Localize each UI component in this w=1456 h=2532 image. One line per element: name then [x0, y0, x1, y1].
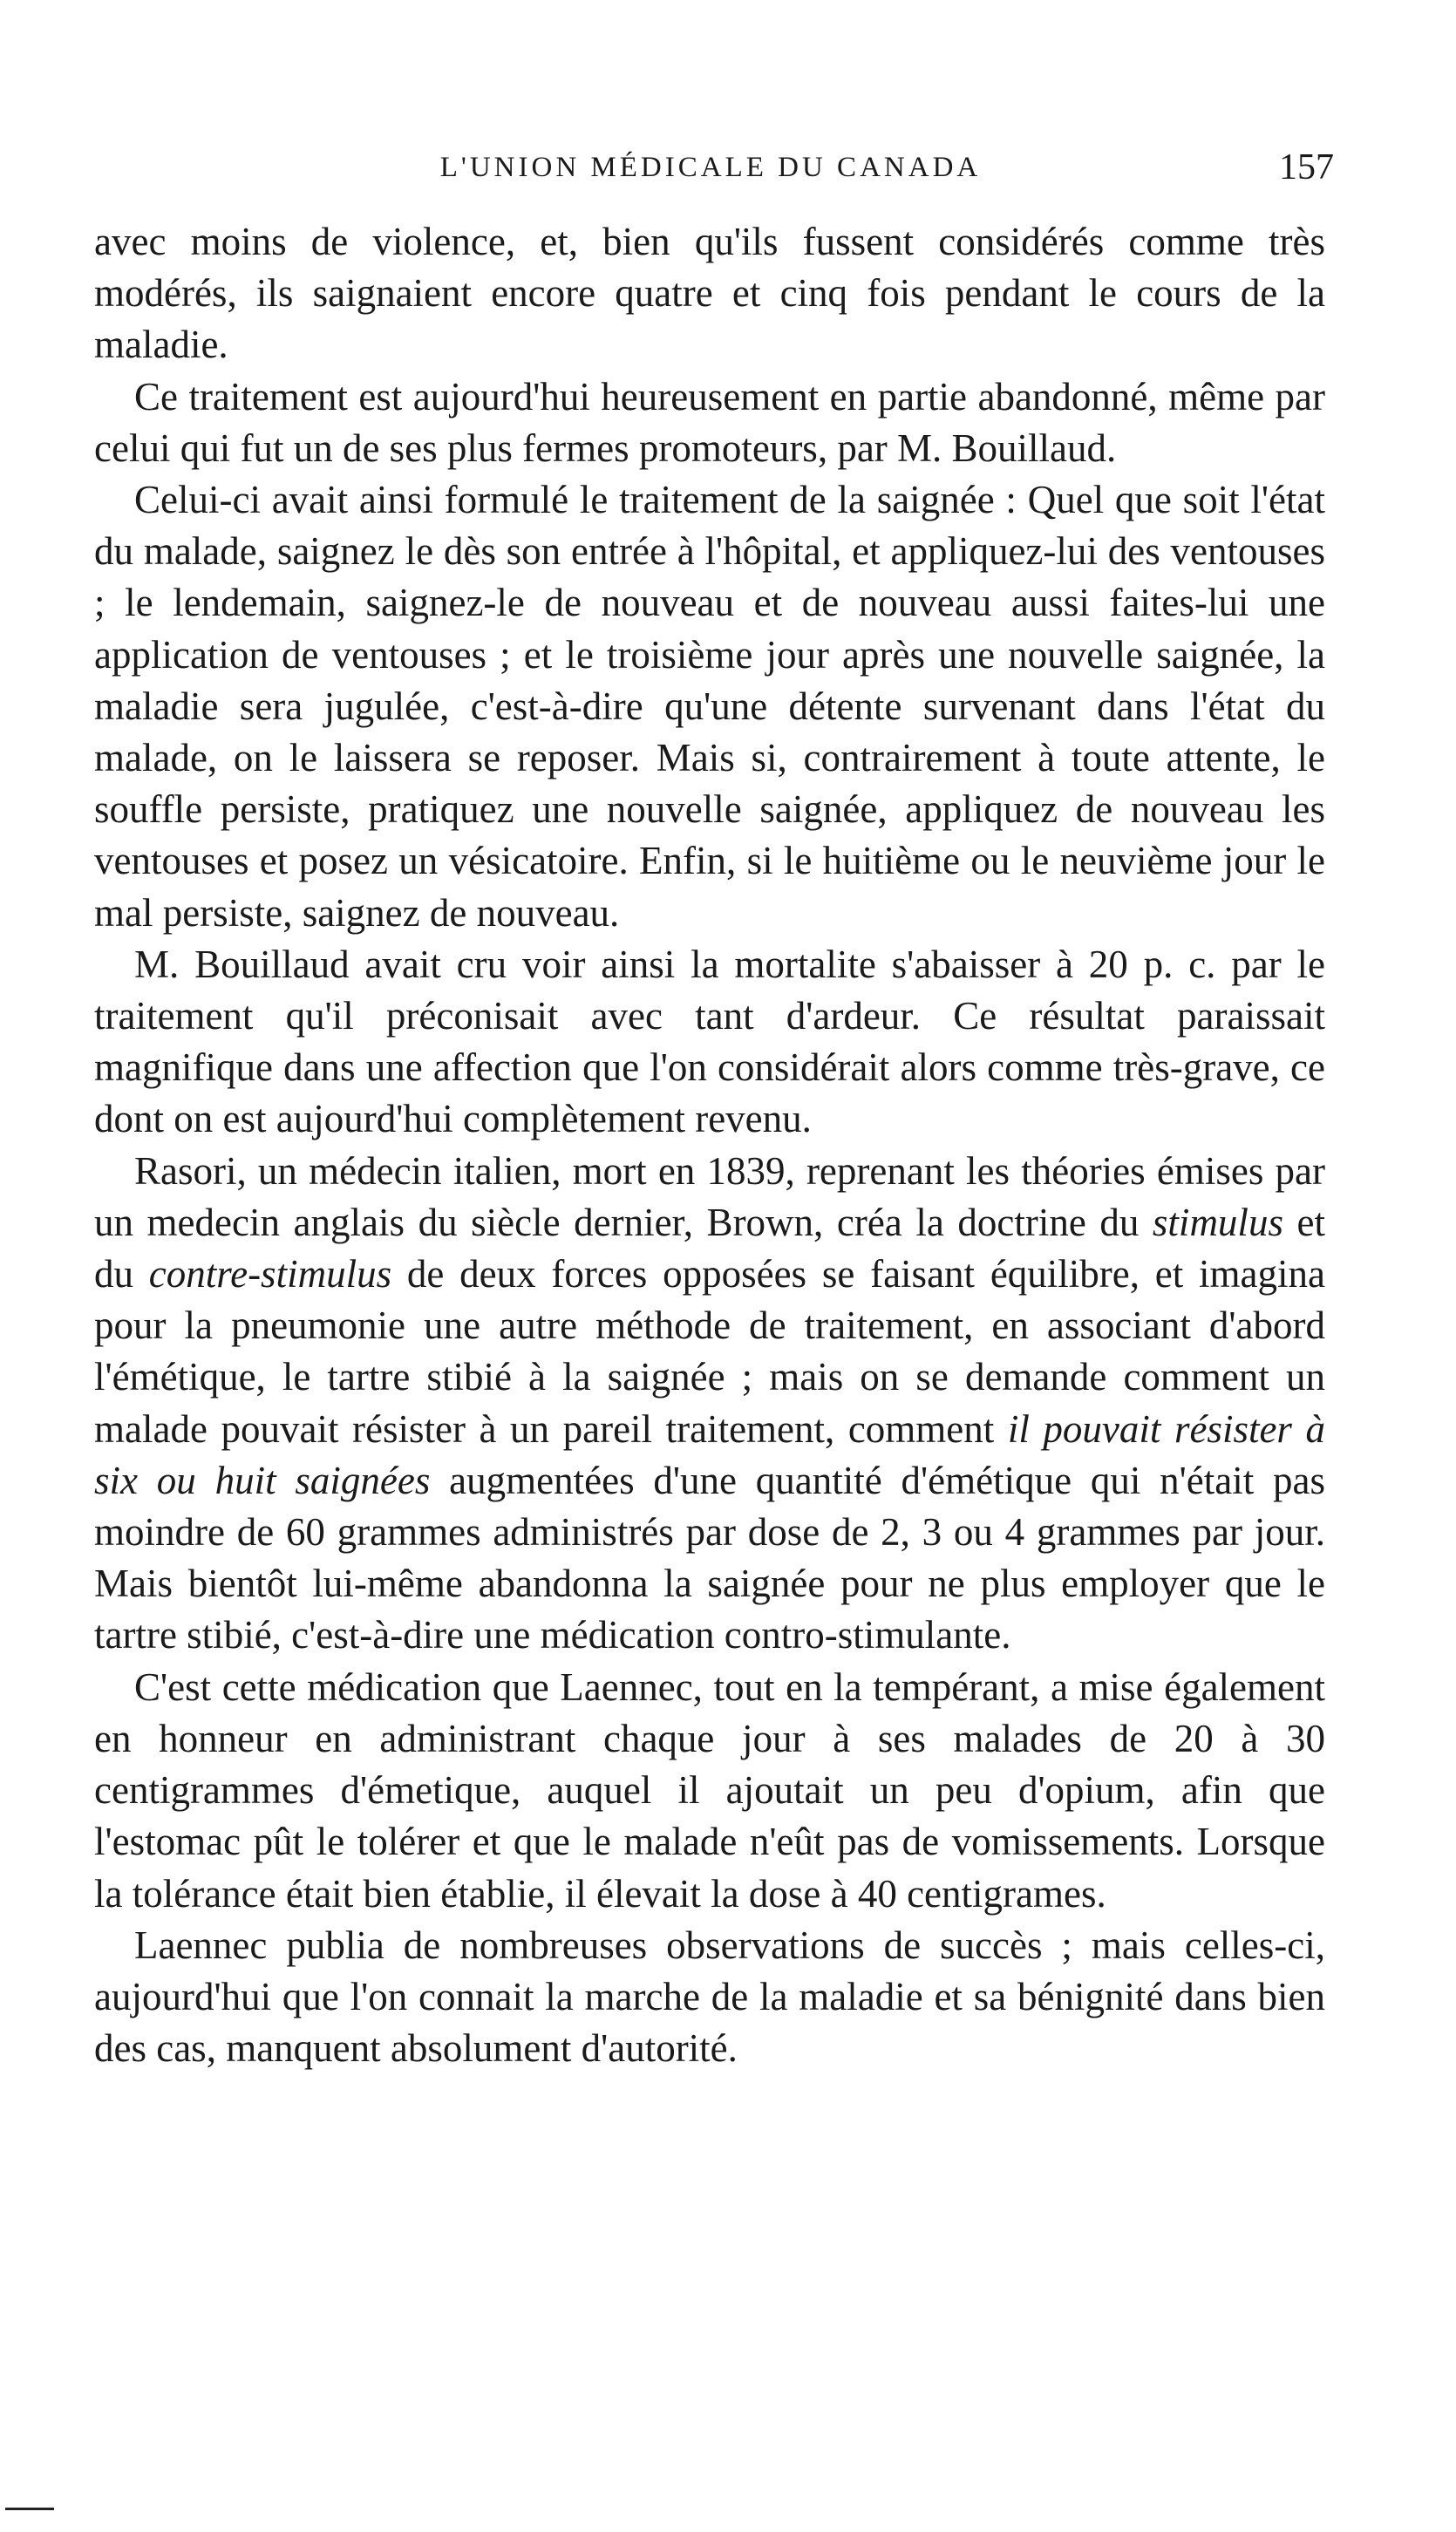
footer-rule: [5, 2508, 54, 2510]
paragraph-text: Celui-ci avait ainsi formulé le traitement de la saignée : Quel que soit l'état du malade, saignez le dès son entrée à l'hôpital, et appliquez-lui des ventouses ; le lendemain, saignez-le de nouveau et de nouveau aussi faites-lui une application de ventouses ; et le troisième jour après une nouvelle saignée, la maladie sera jugulée, c'est-à-dire qu'une détente survenant dans l'état du malade, on le laissera se reposer. Mais si, contrairement à toute attente, le souffle persiste, pratiquez une nouvelle saignée, appliquez de nouveau les ventouses et posez un vésicatoire. Enfin, si le huitième ou le neuvième jour le mal persiste, saignez de nouveau.: [94, 478, 1325, 935]
paragraph-7: [94, 1920, 1325, 2075]
italic-term-stimulus: stimulus: [1152, 1200, 1283, 1244]
running-header: [87, 141, 1334, 194]
italic-term-contre-stimulus: contre-stimulus: [148, 1252, 392, 1297]
paragraph-2: [94, 371, 1325, 474]
page-number: 157: [1279, 147, 1334, 187]
paragraph-text: Rasori, un médecin italien, mort en 1839, reprenant les théories émises par un medecin anglais du siècle dernier, Brown, créa la doctrine du: [94, 1148, 1325, 1244]
paragraph-text: de deux forces opposées se faisant équilibre, et imagina pour la pneumonie une autre méthode de traitement, en associant d'abord l'émétique, le tartre stibié à la saignée ; mais on se demande comment un malade pouvait résister à un pareil traitement, comment: [94, 1252, 1325, 1451]
paragraph-text: C'est cette médication que Laennec, tout en la tempérant, a mise également en honneur en administrant chaque jour à ses malades de 20 à 30 centigrammes d'émetique, auquel il ajoutait un peu d'opium, afin que l'estomac pût le tolérer et que le malade n'eût pas de vomissements. Lorsque la tolérance était bien établie, il élevait la dose à 40 centigrames.: [94, 1664, 1325, 1916]
paragraph-text: Laennec publia de nombreuses observations de succès ; mais celles-ci, aujourd'hui que l'on connait la marche de la maladie et sa bénignité dans bien des cas, manquent absolument d'autorité.: [94, 1923, 1325, 2071]
paragraph-text: avec moins de violence, et, bien qu'ils fussent considérés comme très modérés, ils saignaient encore quatre et cinq fois pendant le cours de la maladie.: [94, 220, 1325, 367]
paragraph-6: [94, 1662, 1325, 1920]
paragraph-text: augmentées d'une quantité d'émétique qui n'était pas moindre de 60 grammes administrés par dose de 2, 3 ou 4 grammes par jour. Mais bientôt lui-même abandonna la saignée pour ne plus employer que le tartre stibié, c'est-à-dire une médication contro-stimulante.: [94, 1458, 1326, 1657]
paragraph-4: [94, 939, 1325, 1146]
paragraph-text: Ce traitement est aujourd'hui heureusement en partie abandonné, même par celui qui fut un de ses plus fermes promoteurs, par M. Bouillaud.: [94, 374, 1325, 470]
running-title: L'UNION MÉDICALE DU CANADA: [439, 152, 982, 183]
paragraph-text: M. Bouillaud avait cru voir ainsi la mortalite s'abaisser à 20 p. c. par le traitement qu'il préconisait avec tant d'ardeur. Ce résultat paraissait magnifique dans une affection que l'on considérait alors comme très-grave, ce dont on est aujourd'hui complètement revenu.: [94, 942, 1325, 1141]
paragraph-text: et du: [94, 1200, 1325, 1297]
paragraph-3: [94, 474, 1325, 939]
paragraph-1: [94, 216, 1325, 371]
body-text: [94, 216, 1325, 2074]
italic-emphasis: il pouvait résister à six ou huit saignées: [94, 1406, 1325, 1502]
paragraph-5: [94, 1146, 1325, 1662]
